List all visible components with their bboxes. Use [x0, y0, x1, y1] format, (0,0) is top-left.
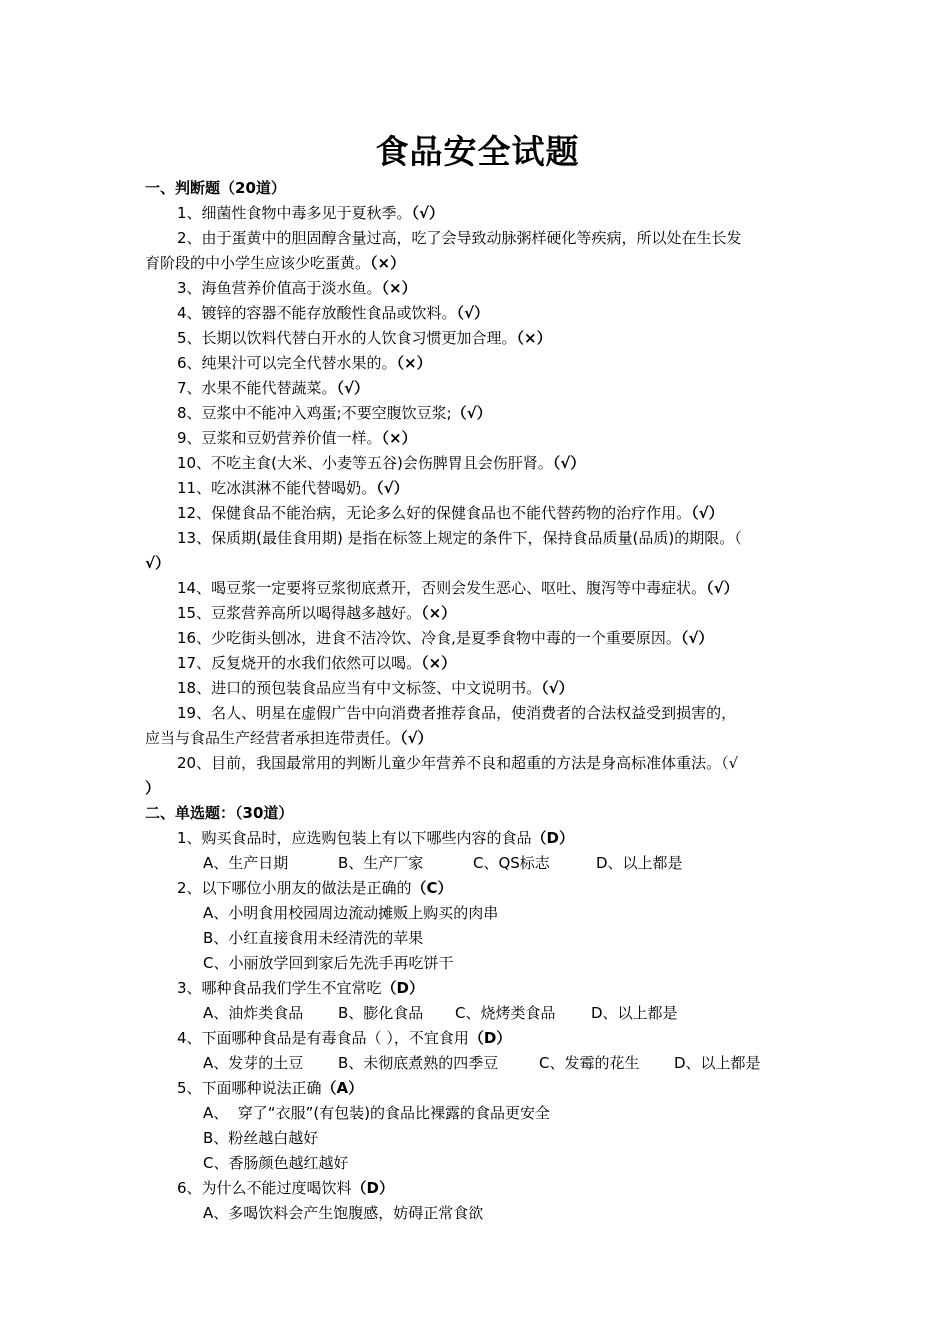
judgment-question: 5、长期以饮料代替白开水的人饮食习惯更加合理。（×）	[177, 329, 552, 347]
question-1: 1、购买食品时，应选购包装上有以下哪些内容的食品（D）	[177, 829, 574, 847]
judgment-question: 12、保健食品不能治病，无论多么好的保健食品也不能代替药物的治疗作用。（√）	[177, 504, 724, 522]
option: C、香肠颜色越红越好	[203, 1154, 349, 1172]
judgment-question-continuation: 育阶段的中小学生应该少吃蛋黄。（×）	[145, 254, 406, 272]
question-2: 2、以下哪位小朋友的做法是正确的（C）	[177, 879, 453, 897]
option: A、 穿了“衣服”(有包装)的食品比裸露的食品更安全	[203, 1104, 551, 1122]
question-5: 5、下面哪种说法正确（A）	[177, 1079, 364, 1097]
judgment-question: 3、海鱼营养价值高于淡水鱼。（×）	[177, 279, 417, 297]
judgment-question: 4、镀锌的容器不能存放酸性食品或饮料。（√）	[177, 304, 490, 322]
judgment-question: 19、名人、明星在虚假广告中向消费者推荐食品，使消费者的合法权益受到损害的，	[177, 704, 737, 722]
section-heading-single-choice: 二、单选题：（30道）	[145, 804, 294, 822]
page-title: 食品安全试题	[375, 132, 580, 171]
option: B、小红直接食用未经清洗的苹果	[203, 929, 424, 947]
judgment-question: 6、纯果汁可以完全代替水果的。（×）	[177, 354, 432, 372]
judgment-question-continuation: 应当与食品生产经营者承担连带责任。（√）	[145, 729, 433, 747]
option: B、生产厂家	[338, 854, 424, 872]
option: D、以上都是	[596, 854, 683, 872]
judgment-question: 14、喝豆浆一定要将豆浆彻底煮开，否则会发生恶心、呕吐、腹泻等中毒症状。（√）	[177, 579, 739, 597]
judgment-question: 10、不吃主食(大米、小麦等五谷)会伤脾胃且会伤肝肾。（√）	[177, 454, 586, 472]
option: A、生产日期	[203, 854, 289, 872]
judgment-question: 16、少吃街头刨冰，进食不洁冷饮、冷食,是夏季食物中毒的一个重要原因。（√）	[177, 629, 714, 647]
option: B、粉丝越白越好	[203, 1129, 319, 1147]
option: B、膨化食品	[338, 1004, 424, 1022]
question-6: 6、为什么不能过度喝饮料（D）	[177, 1179, 394, 1197]
judgment-question: 15、豆浆营养高所以喝得越多越好。（×）	[177, 604, 457, 622]
option: C、烧烤类食品	[455, 1004, 556, 1022]
judgment-question: 20、目前，我国最常用的判断儿童少年营养不良和超重的方法是身高标准体重法。（√	[177, 754, 739, 772]
option: A、发芽的土豆	[203, 1054, 304, 1072]
option: C、小丽放学回到家后先洗手再吃饼干	[203, 954, 454, 972]
judgment-question: 1、细菌性食物中毒多见于夏秋季。（√）	[177, 204, 445, 222]
judgment-question-continuation: ）	[145, 779, 161, 797]
question-4: 4、下面哪种食品是有毒食品（ ），不宜食用（D）	[177, 1029, 512, 1047]
option: D、以上都是	[591, 1004, 678, 1022]
options-row	[145, 1001, 810, 1026]
option: B、未彻底煮熟的四季豆	[338, 1054, 499, 1072]
judgment-question: 8、豆浆中不能冲入鸡蛋;不要空腹饮豆浆;（√）	[177, 404, 492, 422]
option: C、QS标志	[473, 854, 550, 872]
options-row	[145, 851, 810, 876]
judgment-question: 7、水果不能代替蔬菜。（√）	[177, 379, 370, 397]
judgment-question-continuation: √）	[145, 554, 171, 572]
option: A、油炸类食品	[203, 1004, 304, 1022]
section-heading-judgment: 一、判断题（20道）	[145, 179, 286, 197]
judgment-question: 9、豆浆和豆奶营养价值一样。（×）	[177, 429, 417, 447]
option: A、多喝饮料会产生饱腹感，妨碍正常食欲	[203, 1204, 484, 1222]
question-3: 3、哪种食品我们学生不宜常吃（D）	[177, 979, 424, 997]
judgment-question: 17、反复烧开的水我们依然可以喝。（×）	[177, 654, 457, 672]
option: A、小明食用校园周边流动摊贩上购买的肉串	[203, 904, 499, 922]
judgment-question: 2、由于蛋黄中的胆固醇含量过高，吃了会导致动脉粥样硬化等疾病，所以处在生长发	[177, 229, 742, 247]
option: D、以上都是	[674, 1054, 761, 1072]
judgment-question: 11、吃冰淇淋不能代替喝奶。（√）	[177, 479, 409, 497]
judgment-question: 13、保质期(最佳食用期) 是指在标签上规定的条件下，保持食品质量(品质)的期限。（	[177, 529, 742, 547]
options-row	[145, 1051, 810, 1076]
option: C、发霉的花生	[539, 1054, 640, 1072]
document-page	[145, 128, 810, 1226]
judgment-question: 18、进口的预包装食品应当有中文标签、中文说明书。（√）	[177, 679, 574, 697]
judgment-question-list	[145, 201, 810, 801]
